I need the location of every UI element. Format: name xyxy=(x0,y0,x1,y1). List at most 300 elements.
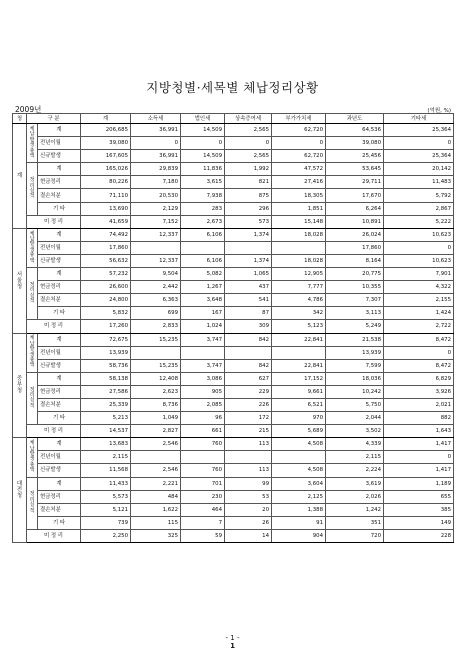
value-cell: 165,026 xyxy=(81,163,131,176)
table-row xyxy=(13,477,454,490)
value-cell: 699 xyxy=(131,307,181,320)
value-cell: 7 xyxy=(181,516,225,529)
value-cell: 74,492 xyxy=(81,228,131,241)
table-row xyxy=(13,320,454,333)
table-row xyxy=(13,385,454,398)
page-title: 지방청별·세목별 체납정리상황 xyxy=(146,80,319,95)
value-cell: 13,939 xyxy=(326,346,384,359)
value-cell: 8,472 xyxy=(384,333,454,346)
table-row xyxy=(13,490,454,503)
row-label: 현금정리 xyxy=(38,385,81,398)
value-cell: 2,026 xyxy=(326,490,384,503)
value-cell: 6,521 xyxy=(272,398,326,411)
value-cell: 6,363 xyxy=(131,294,181,307)
value-cell: 22,841 xyxy=(272,359,326,372)
group-label: 체납발생총액 xyxy=(29,230,35,264)
value-cell: 113 xyxy=(225,464,272,477)
value-cell: 2,085 xyxy=(181,398,225,411)
table-row xyxy=(13,176,454,189)
header-col: 소득세 xyxy=(131,114,181,124)
row-label: 미 정 리 xyxy=(27,320,81,333)
value-cell: 5,249 xyxy=(326,320,384,333)
value-cell: 20,142 xyxy=(384,163,454,176)
value-cell: 14,509 xyxy=(181,124,225,137)
row-label: 전년이월 xyxy=(38,451,81,464)
value-cell: 11,568 xyxy=(81,464,131,477)
value-cell: 11,433 xyxy=(81,477,131,490)
table-row xyxy=(13,268,454,281)
value-cell: 8,164 xyxy=(326,254,384,267)
value-cell: 0 xyxy=(384,451,454,464)
table-row xyxy=(13,372,454,385)
value-cell xyxy=(181,241,225,254)
value-cell: 1,189 xyxy=(384,477,454,490)
value-cell: 970 xyxy=(272,412,326,425)
value-cell: 41,659 xyxy=(81,215,131,228)
value-cell: 2,155 xyxy=(384,294,454,307)
value-cell: 2,044 xyxy=(326,412,384,425)
header-col: 과년도 xyxy=(326,114,384,124)
value-cell: 215 xyxy=(225,425,272,438)
row-label: 현금정리 xyxy=(38,490,81,503)
value-cell: 18,028 xyxy=(272,254,326,267)
value-cell: 17,670 xyxy=(326,189,384,202)
row-label: 신규발생 xyxy=(38,150,81,163)
value-cell: 5,792 xyxy=(384,189,454,202)
value-cell: 17,860 xyxy=(81,241,131,254)
value-cell: 5,121 xyxy=(81,503,131,516)
value-cell: 2,565 xyxy=(225,124,272,137)
value-cell: 11,483 xyxy=(384,176,454,189)
table-row xyxy=(13,412,454,425)
value-cell xyxy=(131,241,181,254)
table-row xyxy=(13,425,454,438)
value-cell: 9,661 xyxy=(272,385,326,398)
table-row xyxy=(13,451,454,464)
value-cell: 573 xyxy=(225,215,272,228)
row-label: 계 xyxy=(38,333,81,346)
value-cell: 2,125 xyxy=(272,490,326,503)
group-label: 체납발생총액 xyxy=(29,335,35,369)
row-label: 결손처분 xyxy=(38,398,81,411)
table-row xyxy=(13,503,454,516)
group-occurrence xyxy=(27,228,38,267)
group-occurrence xyxy=(27,333,38,372)
value-cell: 13,939 xyxy=(81,346,131,359)
row-label: 계 xyxy=(38,438,81,451)
row-label: 신규발생 xyxy=(38,464,81,477)
value-cell xyxy=(225,241,272,254)
value-cell: 3,747 xyxy=(181,359,225,372)
value-cell: 701 xyxy=(181,477,225,490)
value-cell: 53,645 xyxy=(326,163,384,176)
value-cell: 80,226 xyxy=(81,176,131,189)
value-cell: 18,028 xyxy=(272,228,326,241)
table-row xyxy=(13,281,454,294)
value-cell: 20,530 xyxy=(131,189,181,202)
page-number xyxy=(0,634,465,650)
row-label: 미 정 리 xyxy=(27,425,81,438)
table-row xyxy=(13,215,454,228)
value-cell: 720 xyxy=(326,529,384,542)
value-cell: 6,264 xyxy=(326,202,384,215)
value-cell: 2,673 xyxy=(181,215,225,228)
value-cell: 36,991 xyxy=(131,124,181,137)
value-cell: 7,901 xyxy=(384,268,454,281)
row-label: 미 정 리 xyxy=(27,529,81,542)
value-cell: 7,777 xyxy=(272,281,326,294)
value-cell: 39,080 xyxy=(81,137,131,150)
value-cell: 760 xyxy=(181,464,225,477)
value-cell: 9,504 xyxy=(131,268,181,281)
value-cell: 5,222 xyxy=(384,215,454,228)
value-cell: 99 xyxy=(225,477,272,490)
row-label: 미 정 리 xyxy=(27,215,81,228)
value-cell: 2,546 xyxy=(131,438,181,451)
value-cell: 149 xyxy=(384,516,454,529)
value-cell: 12,337 xyxy=(131,228,181,241)
row-label: 현금정리 xyxy=(38,176,81,189)
region-name: 계 xyxy=(16,172,23,179)
region-cell xyxy=(13,228,27,333)
row-label: 계 xyxy=(38,372,81,385)
value-cell: 2,129 xyxy=(131,202,181,215)
value-cell: 661 xyxy=(181,425,225,438)
value-cell: 14 xyxy=(225,529,272,542)
value-cell: 22,841 xyxy=(272,333,326,346)
header-category: 구 분 xyxy=(27,114,81,124)
value-cell: 57,232 xyxy=(81,268,131,281)
value-cell: 309 xyxy=(225,320,272,333)
value-cell: 12,905 xyxy=(272,268,326,281)
value-cell: 1,065 xyxy=(225,268,272,281)
value-cell: 27,586 xyxy=(81,385,131,398)
value-cell: 15,235 xyxy=(131,333,181,346)
value-cell: 8,736 xyxy=(131,398,181,411)
value-cell: 18,036 xyxy=(326,372,384,385)
value-cell: 2,833 xyxy=(131,320,181,333)
row-label: 기 타 xyxy=(38,202,81,215)
row-label: 전년이월 xyxy=(38,137,81,150)
group-label: 정리실적 xyxy=(29,281,35,305)
region-name: 대전청 xyxy=(16,481,23,500)
group-resolution xyxy=(27,163,38,215)
value-cell: 5,750 xyxy=(326,398,384,411)
value-cell: 6,106 xyxy=(181,254,225,267)
value-cell: 21,538 xyxy=(326,333,384,346)
row-label: 전년이월 xyxy=(38,346,81,359)
value-cell: 59 xyxy=(181,529,225,542)
value-cell: 10,355 xyxy=(326,281,384,294)
value-cell: 7,152 xyxy=(131,215,181,228)
value-cell: 2,867 xyxy=(384,202,454,215)
row-label: 전년이월 xyxy=(38,241,81,254)
row-label: 결손처분 xyxy=(38,503,81,516)
value-cell: 172 xyxy=(225,412,272,425)
value-cell: 26,600 xyxy=(81,281,131,294)
value-cell: 760 xyxy=(181,438,225,451)
table-row xyxy=(13,398,454,411)
value-cell: 464 xyxy=(181,503,225,516)
table-row xyxy=(13,189,454,202)
value-cell: 167 xyxy=(181,307,225,320)
value-cell xyxy=(181,346,225,359)
arrears-table xyxy=(12,113,454,543)
value-cell: 283 xyxy=(181,202,225,215)
value-cell: 25,364 xyxy=(384,150,454,163)
value-cell: 1,374 xyxy=(225,254,272,267)
row-label: 기 타 xyxy=(38,412,81,425)
table-body xyxy=(13,124,454,543)
value-cell: 24,800 xyxy=(81,294,131,307)
group-resolution xyxy=(27,268,38,320)
value-cell: 14,509 xyxy=(181,150,225,163)
value-cell: 2,546 xyxy=(131,464,181,477)
value-cell: 4,508 xyxy=(272,464,326,477)
value-cell: 8,472 xyxy=(384,359,454,372)
row-label: 계 xyxy=(38,268,81,281)
value-cell: 2,623 xyxy=(131,385,181,398)
table-row xyxy=(13,529,454,542)
value-cell: 20,775 xyxy=(326,268,384,281)
value-cell: 325 xyxy=(131,529,181,542)
table-row xyxy=(13,438,454,451)
region-cell xyxy=(13,333,27,438)
value-cell: 739 xyxy=(81,516,131,529)
value-cell: 3,502 xyxy=(326,425,384,438)
value-cell: 10,623 xyxy=(384,228,454,241)
value-cell: 47,572 xyxy=(272,163,326,176)
row-label: 신규발생 xyxy=(38,254,81,267)
value-cell: 296 xyxy=(225,202,272,215)
group-occurrence xyxy=(27,438,38,477)
value-cell: 56,632 xyxy=(81,254,131,267)
value-cell: 10,623 xyxy=(384,254,454,267)
value-cell: 87 xyxy=(225,307,272,320)
value-cell: 0 xyxy=(384,241,454,254)
value-cell: 7,180 xyxy=(131,176,181,189)
value-cell: 27,416 xyxy=(272,176,326,189)
page-number-dashed: - 1 - xyxy=(225,634,240,642)
value-cell: 5,832 xyxy=(81,307,131,320)
value-cell: 53 xyxy=(225,490,272,503)
value-cell: 1,024 xyxy=(181,320,225,333)
value-cell: 1,267 xyxy=(181,281,225,294)
value-cell: 12,408 xyxy=(131,372,181,385)
table-row xyxy=(13,241,454,254)
value-cell xyxy=(131,451,181,464)
header-col: 부가가치세 xyxy=(272,114,326,124)
group-resolution xyxy=(27,372,38,424)
value-cell: 437 xyxy=(225,281,272,294)
value-cell: 0 xyxy=(272,137,326,150)
value-cell: 1,622 xyxy=(131,503,181,516)
value-cell: 15,148 xyxy=(272,215,326,228)
value-cell xyxy=(272,346,326,359)
value-cell: 13,683 xyxy=(81,438,131,451)
row-label: 계 xyxy=(38,163,81,176)
value-cell: 39,080 xyxy=(326,137,384,150)
value-cell: 6,829 xyxy=(384,372,454,385)
value-cell: 4,508 xyxy=(272,438,326,451)
row-label: 신규발생 xyxy=(38,359,81,372)
table-header-row xyxy=(13,114,454,124)
value-cell: 0 xyxy=(181,137,225,150)
value-cell: 10,242 xyxy=(326,385,384,398)
header-region: 청 xyxy=(13,114,27,124)
table-row xyxy=(13,202,454,215)
value-cell xyxy=(272,241,326,254)
table-row xyxy=(13,333,454,346)
value-cell: 842 xyxy=(225,333,272,346)
value-cell: 3,615 xyxy=(181,176,225,189)
header-col: 계 xyxy=(81,114,131,124)
value-cell: 0 xyxy=(225,137,272,150)
table-row xyxy=(13,163,454,176)
header-col: 상속증여세 xyxy=(225,114,272,124)
group-label: 체납발생총액 xyxy=(29,440,35,474)
value-cell: 0 xyxy=(131,137,181,150)
row-label: 결손처분 xyxy=(38,189,81,202)
value-cell: 29,711 xyxy=(326,176,384,189)
row-label: 현금정리 xyxy=(38,281,81,294)
value-cell: 0 xyxy=(384,137,454,150)
value-cell: 882 xyxy=(384,412,454,425)
value-cell: 5,573 xyxy=(81,490,131,503)
value-cell: 17,860 xyxy=(326,241,384,254)
value-cell: 821 xyxy=(225,176,272,189)
value-cell: 904 xyxy=(272,529,326,542)
region-name: 서울청 xyxy=(16,271,23,290)
value-cell: 5,213 xyxy=(81,412,131,425)
value-cell xyxy=(131,346,181,359)
group-label: 정리실적 xyxy=(29,491,35,514)
value-cell: 25,456 xyxy=(326,150,384,163)
value-cell: 167,605 xyxy=(81,150,131,163)
value-cell xyxy=(181,451,225,464)
value-cell: 1,417 xyxy=(384,464,454,477)
value-cell: 7,599 xyxy=(326,359,384,372)
value-cell: 3,747 xyxy=(181,333,225,346)
value-cell: 15,235 xyxy=(131,359,181,372)
value-cell: 3,604 xyxy=(272,477,326,490)
value-cell: 36,991 xyxy=(131,150,181,163)
value-cell: 113 xyxy=(225,438,272,451)
value-cell: 2,250 xyxy=(81,529,131,542)
value-cell: 2,221 xyxy=(131,477,181,490)
year-label: 2009년 xyxy=(15,105,42,114)
value-cell: 2,565 xyxy=(225,150,272,163)
unit-label: (억원, %) xyxy=(427,108,451,114)
value-cell: 4,339 xyxy=(326,438,384,451)
value-cell: 2,442 xyxy=(131,281,181,294)
table-row xyxy=(13,464,454,477)
value-cell: 2,722 xyxy=(384,320,454,333)
row-label: 기 타 xyxy=(38,307,81,320)
value-cell: 3,926 xyxy=(384,385,454,398)
value-cell: 17,260 xyxy=(81,320,131,333)
table-row xyxy=(13,359,454,372)
row-label: 계 xyxy=(38,124,81,137)
value-cell: 29,839 xyxy=(131,163,181,176)
value-cell: 905 xyxy=(181,385,225,398)
value-cell: 206,685 xyxy=(81,124,131,137)
value-cell: 226 xyxy=(225,398,272,411)
table-row xyxy=(13,228,454,241)
value-cell: 228 xyxy=(384,529,454,542)
value-cell: 13,690 xyxy=(81,202,131,215)
value-cell: 17,152 xyxy=(272,372,326,385)
value-cell: 7,307 xyxy=(326,294,384,307)
value-cell: 91 xyxy=(272,516,326,529)
value-cell: 58,736 xyxy=(81,359,131,372)
value-cell: 5,689 xyxy=(272,425,326,438)
table-row xyxy=(13,124,454,137)
group-occurrence xyxy=(27,124,38,163)
value-cell: 64,536 xyxy=(326,124,384,137)
value-cell: 1,424 xyxy=(384,307,454,320)
page-number-bold: 1 xyxy=(230,642,235,650)
value-cell: 6,106 xyxy=(181,228,225,241)
group-label: 정리실적 xyxy=(29,386,35,409)
table-row xyxy=(13,307,454,320)
value-cell: 14,537 xyxy=(81,425,131,438)
value-cell: 72,675 xyxy=(81,333,131,346)
value-cell: 1,851 xyxy=(272,202,326,215)
value-cell: 351 xyxy=(326,516,384,529)
region-name: 중부청 xyxy=(16,376,23,395)
table-row xyxy=(13,254,454,267)
value-cell: 58,138 xyxy=(81,372,131,385)
value-cell: 3,113 xyxy=(326,307,384,320)
value-cell: 1,374 xyxy=(225,228,272,241)
value-cell: 3,619 xyxy=(326,477,384,490)
value-cell: 1,049 xyxy=(131,412,181,425)
value-cell: 7,938 xyxy=(181,189,225,202)
row-label: 결손처분 xyxy=(38,294,81,307)
value-cell: 2,827 xyxy=(131,425,181,438)
value-cell: 4,322 xyxy=(384,281,454,294)
value-cell: 10,891 xyxy=(326,215,384,228)
header-col: 법인세 xyxy=(181,114,225,124)
value-cell: 26 xyxy=(225,516,272,529)
value-cell: 2,115 xyxy=(326,451,384,464)
table-row xyxy=(13,346,454,359)
value-cell: 4,786 xyxy=(272,294,326,307)
value-cell: 1,417 xyxy=(384,438,454,451)
group-resolution xyxy=(27,477,38,529)
value-cell: 342 xyxy=(272,307,326,320)
value-cell: 96 xyxy=(181,412,225,425)
value-cell: 25,364 xyxy=(384,124,454,137)
value-cell: 655 xyxy=(384,490,454,503)
value-cell: 71,110 xyxy=(81,189,131,202)
value-cell: 541 xyxy=(225,294,272,307)
value-cell xyxy=(225,346,272,359)
value-cell: 229 xyxy=(225,385,272,398)
value-cell: 25,339 xyxy=(81,398,131,411)
value-cell: 2,115 xyxy=(81,451,131,464)
group-label: 정리실적 xyxy=(29,177,35,200)
value-cell: 5,082 xyxy=(181,268,225,281)
value-cell: 115 xyxy=(131,516,181,529)
value-cell: 0 xyxy=(384,346,454,359)
value-cell: 62,720 xyxy=(272,150,326,163)
value-cell: 20 xyxy=(225,503,272,516)
value-cell: 1,242 xyxy=(326,503,384,516)
value-cell: 875 xyxy=(225,189,272,202)
value-cell: 12,337 xyxy=(131,254,181,267)
